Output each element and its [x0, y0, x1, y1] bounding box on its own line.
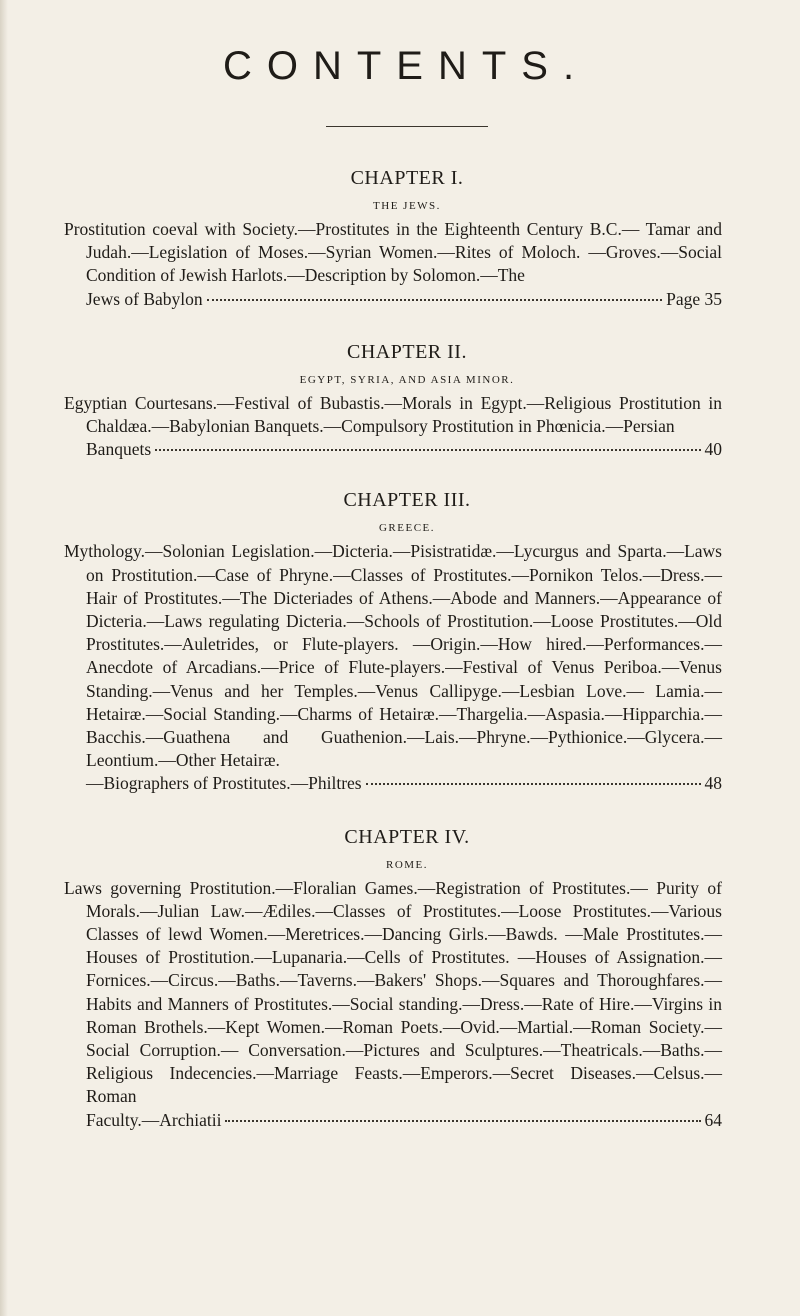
chapter-subtitle: EGYPT, SYRIA, AND ASIA MINOR. — [299, 373, 515, 386]
chapter-page-row — [64, 288, 722, 311]
chapter-summary: Egyptian Courtesans.—Festival of Bubastis.—Morals in Egypt.—Religious Prostitution in Chaldæa.—Babylonian Banquets.—Compulsory Prostitution in Phœnicia.—Persian — [64, 392, 722, 437]
dot-leader — [366, 783, 701, 785]
chapter-heading: CHAPTER II. — [347, 340, 467, 363]
chapter-summary-end: Banquets — [86, 439, 152, 460]
chapter-summary: Prostitution coeval with Society.—Prostitutes in the Eighteenth Century B.C.— Tamar and Judah.—Legislation of Moses.—Syrian Women.—Rites of Moloch. —Groves.—Social Condition of Jewish Harlots.—Description by Solomon.—The — [64, 219, 722, 286]
chapter-page-row — [64, 1109, 722, 1132]
chapter-heading: CHAPTER III. — [343, 489, 471, 512]
page-number: 40 — [704, 439, 722, 460]
chapter-4 — [64, 824, 722, 1132]
chapter-summary: Laws governing Prostitution.—Floralian Games.—Registration of Prostitutes.— Purity of Morals.—Julian Law.—Ædiles.—Classes of Prostitutes.—Loose Prostitutes.—Various Classes of lewd Women.—Meretrices.—Dancing Girls.—Bawds. —Male Prostitutes.—Houses of Prostitution.—Lupanaria.—Cells of Prostitutes. —Houses of Assignation.—Fornices.—Circus.—Baths.—Taverns.—Bakers' Shops.—Squares and Thoroughfares.—Habits and Manners of Prostitutes.—Social standing.—Dress.—Rate of Hire.—Virgins in Roman Brothels.—Kept Women.—Roman Poets.—Ovid.—Martial.—Roman Society.—Social Corruption.— Conversation.—Pictures and Sculptures.—Theatricals.—Baths.—Religious Indecencies.—Marriage Feasts.—Emperors.—Secret Diseases.—Celsus.—Roman — [64, 877, 722, 1107]
chapter-2 — [64, 339, 722, 462]
chapter-page-row — [64, 438, 722, 461]
chapter-heading: CHAPTER IV. — [344, 825, 470, 848]
chapter-subtitle: ROME. — [385, 858, 429, 871]
chapter-summary-end: Faculty.—Archiatii — [86, 1109, 222, 1130]
dot-leader — [155, 449, 700, 451]
chapter-summary-end: Jews of Babylon — [86, 288, 203, 309]
chapter-heading: CHAPTER I. — [350, 167, 464, 189]
chapter-1 — [64, 165, 722, 311]
chapter-summary: Mythology.—Solonian Legislation.—Dicteria.—Pisistratidæ.—Lycurgus and Sparta.—Laws on Prostitution.—Case of Phryne.—Classes of Prostitutes.—Pornikon Telos.—Dress.—Hair of Prostitutes.—The Dicteriades of Athens.—Abode and Manners.—Appearance of Dicteria.—Laws regulating Dicteria.—Schools of Prostitution.—Loose Prostitutes.—Old Prostitutes.—Auletrides, or Flute-players. —Origin.—How hired.—Performances.—Anecdote of Arcadians.—Price of Flute-players.—Festival of Venus Periboa.—Venus Standing.—Venus and her Temples.—Venus Callipyge.—Lesbian Love.— Lamia.—Hetairæ.—Social Standing.—Charms of Hetairæ.—Thargelia.—Aspasia.—Hipparchia.—Bacchis.—Guathena and Guathenion.—Lais.—Phryne.—Pythionice.—Glycera.—Leontium.—Other Hetairæ. — [64, 541, 722, 771]
chapter-3 — [64, 487, 722, 795]
title-rule — [326, 126, 488, 127]
contents-title: CONTENTS. — [222, 44, 590, 88]
page-edge-shadow — [0, 0, 8, 1316]
page-number: 64 — [704, 1109, 722, 1130]
chapter-summary-end: —Biographers of Prostitutes.—Philtres — [86, 773, 362, 794]
page-number: Page 35 — [666, 288, 722, 309]
chapter-subtitle: GREECE. — [378, 522, 436, 535]
dot-leader — [207, 299, 662, 301]
chapter-subtitle: THE JEWS. — [373, 200, 441, 212]
chapter-page-row — [64, 772, 722, 795]
page-number: 48 — [704, 773, 722, 794]
dot-leader — [225, 1120, 700, 1122]
